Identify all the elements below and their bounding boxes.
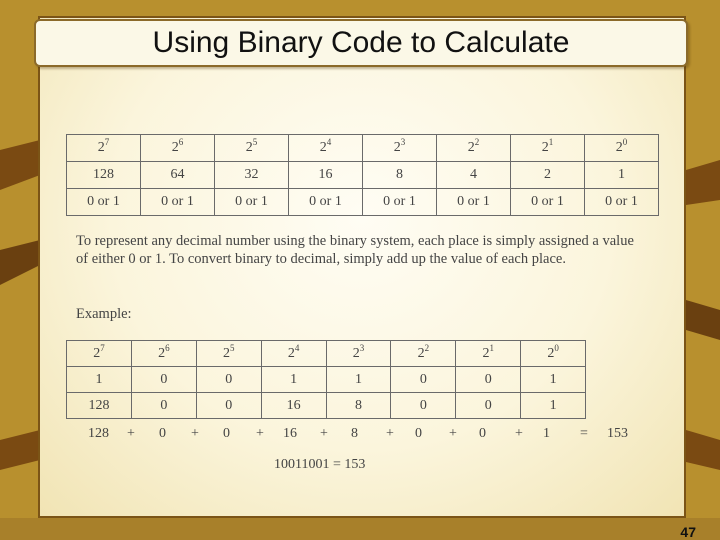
- powers-row: [67, 135, 659, 162]
- power-cell: $2^7$: [67, 135, 141, 162]
- power-cell: $2^6$: [131, 341, 196, 367]
- power-cell: $2^1$: [511, 135, 585, 162]
- power-cell: $2^3$: [326, 341, 391, 367]
- sum-term: 0: [415, 426, 422, 441]
- bit-cell: 1: [521, 367, 586, 393]
- power-cell: $2^7$: [67, 341, 132, 367]
- example-table: [66, 340, 586, 419]
- plus-operator: +: [127, 426, 135, 441]
- sum-term: 128: [88, 426, 109, 441]
- bit-cell: 0: [131, 367, 196, 393]
- power-cell: $2^0$: [585, 135, 659, 162]
- power-cell: $2^3$: [363, 135, 437, 162]
- power-cell: $2^4$: [261, 341, 326, 367]
- value-cell: 2: [511, 162, 585, 189]
- power-cell: $2^2$: [437, 135, 511, 162]
- sum-term: 0: [223, 426, 230, 441]
- place-value-cell: 0: [196, 393, 261, 419]
- value-cell: 16: [289, 162, 363, 189]
- example-powers-row: [67, 341, 586, 367]
- bit-cell: 1: [326, 367, 391, 393]
- slide-title: Using Binary Code to Calculate: [152, 26, 570, 59]
- example-label: Example:: [76, 306, 132, 322]
- example-values-row: [67, 393, 586, 419]
- place-value-cell: 16: [261, 393, 326, 419]
- page-number: 47: [680, 524, 696, 540]
- option-cell: 0 or 1: [289, 189, 363, 216]
- options-row: [67, 189, 659, 216]
- power-cell: $2^5$: [215, 135, 289, 162]
- power-cell: $2^4$: [289, 135, 363, 162]
- value-cell: 64: [141, 162, 215, 189]
- option-cell: 0 or 1: [141, 189, 215, 216]
- place-value-cell: 1: [521, 393, 586, 419]
- sum-term: 8: [351, 426, 358, 441]
- value-cell: 128: [67, 162, 141, 189]
- sum-total: 153: [607, 426, 628, 441]
- value-cell: 32: [215, 162, 289, 189]
- sum-term: 0: [159, 426, 166, 441]
- place-value-cell: 0: [391, 393, 456, 419]
- plus-operator: +: [256, 426, 264, 441]
- bit-cell: 0: [196, 367, 261, 393]
- option-cell: 0 or 1: [511, 189, 585, 216]
- example-bits-row: [67, 367, 586, 393]
- description-text: To represent any decimal number using the binary system, each place is simply assigned a value of either 0 or 1. To convert binary to decimal, simply add up the value of each place.: [76, 233, 634, 267]
- power-cell: $2^5$: [196, 341, 261, 367]
- bit-cell: 0: [456, 367, 521, 393]
- power-cell: $2^2$: [391, 341, 456, 367]
- power-cell: $2^0$: [521, 341, 586, 367]
- plus-operator: +: [191, 426, 199, 441]
- option-cell: 0 or 1: [437, 189, 511, 216]
- place-value-table: [66, 134, 659, 216]
- value-cell: 4: [437, 162, 511, 189]
- power-cell: $2^6$: [141, 135, 215, 162]
- option-cell: 0 or 1: [585, 189, 659, 216]
- option-cell: 0 or 1: [363, 189, 437, 216]
- place-value-cell: 128: [67, 393, 132, 419]
- plus-operator: +: [320, 426, 328, 441]
- bit-cell: 1: [261, 367, 326, 393]
- place-value-cell: 0: [131, 393, 196, 419]
- result-equation: 10011001 = 153: [274, 457, 366, 472]
- equals-operator: =: [580, 426, 588, 441]
- plus-operator: +: [449, 426, 457, 441]
- bit-cell: 0: [391, 367, 456, 393]
- value-cell: 8: [363, 162, 437, 189]
- place-value-cell: 0: [456, 393, 521, 419]
- power-cell: $2^1$: [456, 341, 521, 367]
- sum-term: 16: [283, 426, 297, 441]
- option-cell: 0 or 1: [215, 189, 289, 216]
- place-value-cell: 8: [326, 393, 391, 419]
- values-row: [67, 162, 659, 189]
- plus-operator: +: [386, 426, 394, 441]
- option-cell: 0 or 1: [67, 189, 141, 216]
- value-cell: 1: [585, 162, 659, 189]
- bit-cell: 1: [67, 367, 132, 393]
- plus-operator: +: [515, 426, 523, 441]
- sum-term: 1: [543, 426, 550, 441]
- sum-term: 0: [479, 426, 486, 441]
